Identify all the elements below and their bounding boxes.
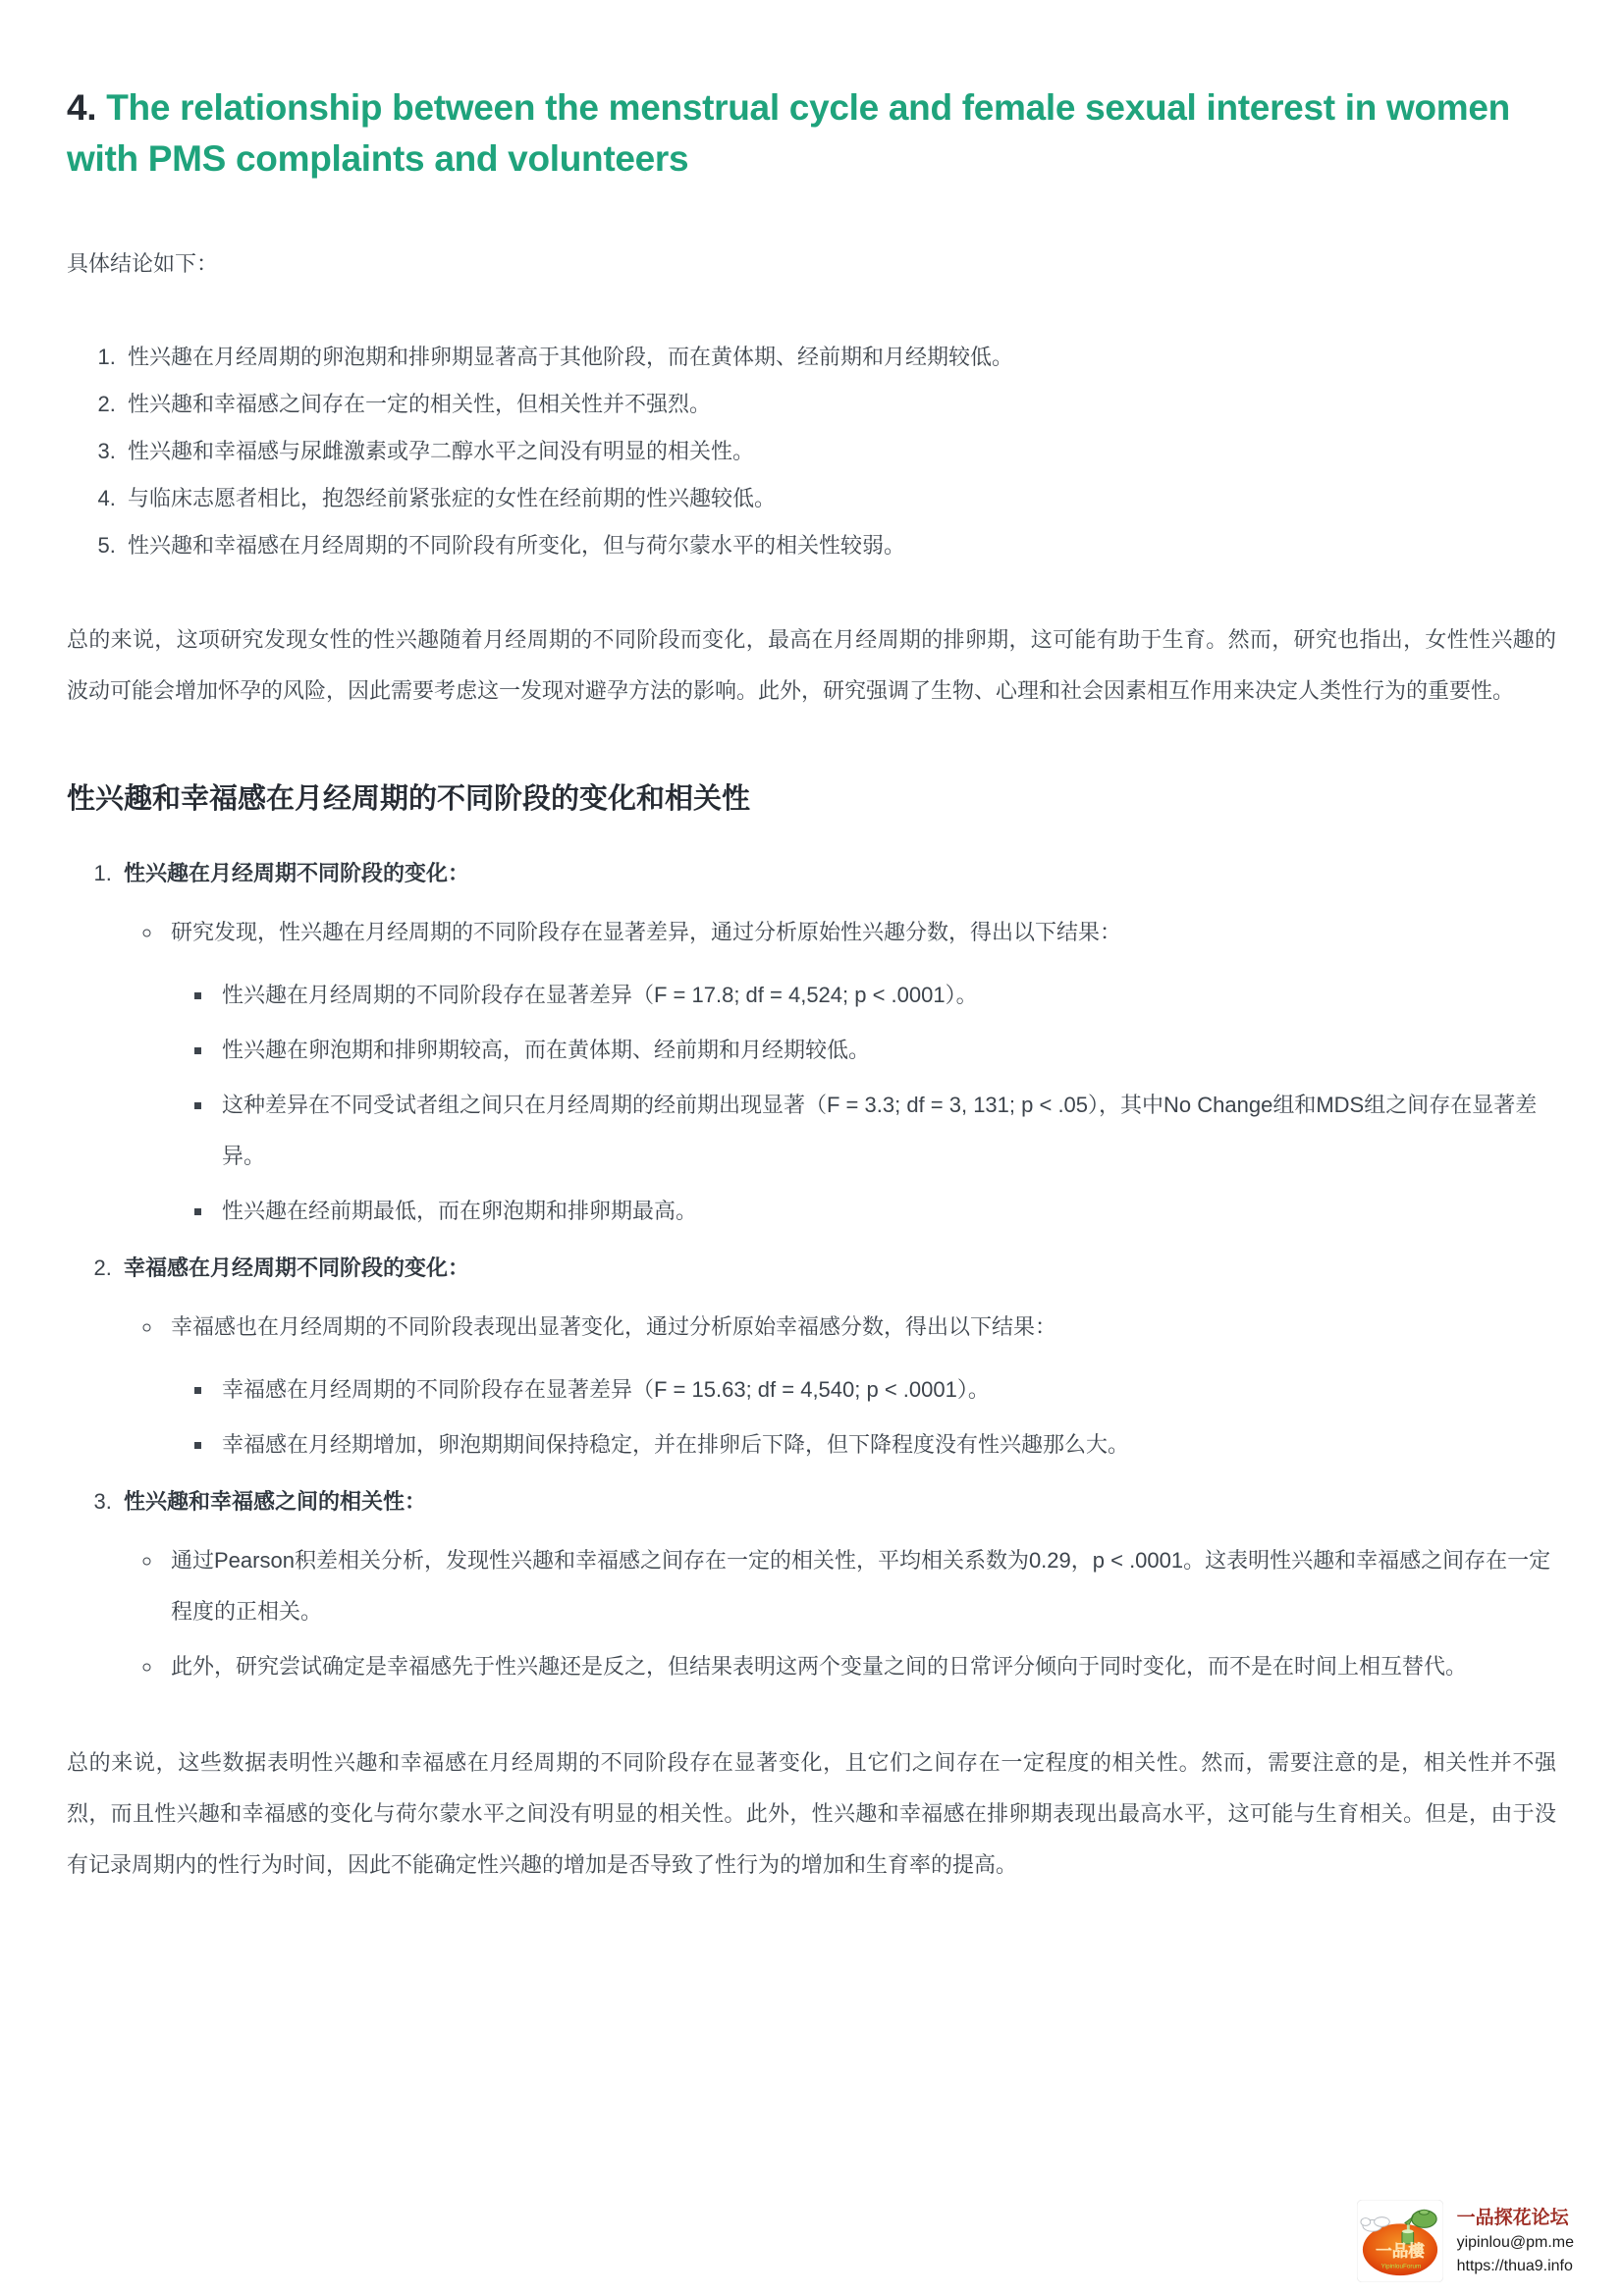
detail-list [171, 1364, 1556, 1470]
page-title-text: The relationship between the menstrual cycle and female sexual interest in women with PMS complaints and volunteers [67, 87, 1510, 179]
detail-item: ▪ 性兴趣在经前期最低，而在卵泡期和排卵期最高。 [214, 1186, 1556, 1237]
sub-item [163, 1302, 1556, 1470]
forum-email: yipinlou@pm.me [1456, 2234, 1574, 2252]
conclusion-item: 1. 性兴趣在月经周期的卵泡期和排卵期显著高于其他阶段，而在黄体期、经前期和月经期较低。 [122, 334, 1556, 381]
sub-list [124, 1535, 1556, 1692]
outline-item-3 [118, 1478, 1556, 1692]
outline-item-title: 幸福感在月经周期不同阶段的变化： [124, 1255, 470, 1280]
page-title [67, 82, 1556, 185]
forum-info [1457, 2206, 1574, 2275]
conclusion-item: 4. 与临床志愿者相比，抱怨经前紧张症的女性在经前期的性兴趣较低。 [122, 475, 1556, 522]
detail-item: ▪ 这种差异在不同受试者组之间只在月经周期的经前期出现显著（F = 3.3; df = 3, 131; p < .05），其中No Change组和MDS组之间存在显著差异。 [214, 1080, 1556, 1182]
outline-item-title: 性兴趣和幸福感之间的相关性： [124, 1489, 427, 1514]
page-title-number: 4. [67, 87, 97, 128]
detail-item: ▪ 性兴趣在月经周期的不同阶段存在显著差异（F = 17.8; df = 4,524; p < .0001）。 [214, 970, 1556, 1021]
detail-item: ▪ 性兴趣在卵泡期和排卵期较高，而在黄体期、经前期和月经期较低。 [214, 1025, 1556, 1076]
forum-logo-icon [1357, 2200, 1443, 2282]
section-heading: 性兴趣和幸福感在月经周期的不同阶段的变化和相关性 [67, 783, 751, 815]
outline-list [67, 850, 1556, 1692]
outline-item-1 [118, 850, 1556, 1237]
conclusion-item: 5. 性兴趣和幸福感在月经周期的不同阶段有所变化，但与荷尔蒙水平的相关性较弱。 [122, 522, 1556, 569]
outline-item-title: 性兴趣在月经周期不同阶段的变化： [124, 861, 470, 885]
detail-list [171, 970, 1556, 1237]
sub-item-text: 幸福感也在月经周期的不同阶段表现出显著变化，通过分析原始幸福感分数，得出以下结果： [171, 1314, 1057, 1339]
sub-item-text: 研究发现，性兴趣在月经周期的不同阶段存在显著差异，通过分析原始性兴趣分数，得出以下结果： [171, 920, 1122, 944]
sub-item-text: 此外，研究尝试确定是幸福感先于性兴趣还是反之，但结果表明这两个变量之间的日常评分倾向于同时变化，而不是在时间上相互替代。 [171, 1654, 1468, 1679]
sub-item-text: 通过Pearson积差相关分析，发现性兴趣和幸福感之间存在一定的相关性，平均相关系数为0.29，p < .0001。这表明性兴趣和幸福感之间存在一定程度的正相关。 [171, 1548, 1551, 1624]
sub-list [124, 907, 1556, 1237]
summary-paragraph-1: 总的来说，这项研究发现女性的性兴趣随着月经周期的不同阶段而变化，最高在月经周期的排卵期，这可能有助于生育。然而，研究也指出，女性性兴趣的波动可能会增加怀孕的风险，因此需要考虑这一发现对避孕方法的影响。此外，研究强调了生物、心理和社会因素相互作用来决定人类性行为的重要性。 [67, 627, 1556, 703]
detail-item: ▪ 幸福感在月经期增加，卵泡期期间保持稳定，并在排卵后下降，但下降程度没有性兴趣那么大。 [214, 1419, 1556, 1470]
sub-item [163, 907, 1556, 1237]
conclusion-item: 2. 性兴趣和幸福感之间存在一定的相关性，但相关性并不强烈。 [122, 381, 1556, 428]
forum-watermark [1357, 2200, 1574, 2282]
sub-item [163, 1535, 1556, 1637]
sub-list [124, 1302, 1556, 1470]
forum-name: 一品探花论坛 [1456, 2208, 1569, 2229]
detail-item: ▪ 幸福感在月经周期的不同阶段存在显著差异（F = 15.63; df = 4,540; p < .0001）。 [214, 1364, 1556, 1415]
summary-paragraph-2: 总的来说，这些数据表明性兴趣和幸福感在月经周期的不同阶段存在显著变化，且它们之间存在一定程度的相关性。然而，需要注意的是，相关性并不强烈，而且性兴趣和幸福感的变化与荷尔蒙水平之间没有明显的相关性。此外，性兴趣和幸福感在排卵期表现出最高水平，这可能与生育相关。但是，由于没有记录周期内的性行为时间，因此不能确定性兴趣的增加是否导致了性行为的增加和生育率的提高。 [67, 1750, 1556, 1877]
outline-item-2 [118, 1245, 1556, 1470]
sub-item [163, 1641, 1556, 1692]
forum-url: https://thua9.info [1456, 2257, 1573, 2274]
conclusion-item: 3. 性兴趣和幸福感与尿雌激素或孕二醇水平之间没有明显的相关性。 [122, 428, 1556, 475]
conclusions-list [67, 334, 1556, 569]
intro-line: 具体结论如下： [67, 251, 219, 276]
logo-subtext: YipinlouForum [1380, 2263, 1421, 2270]
logo-text: 一品樓 [1375, 2241, 1425, 2261]
